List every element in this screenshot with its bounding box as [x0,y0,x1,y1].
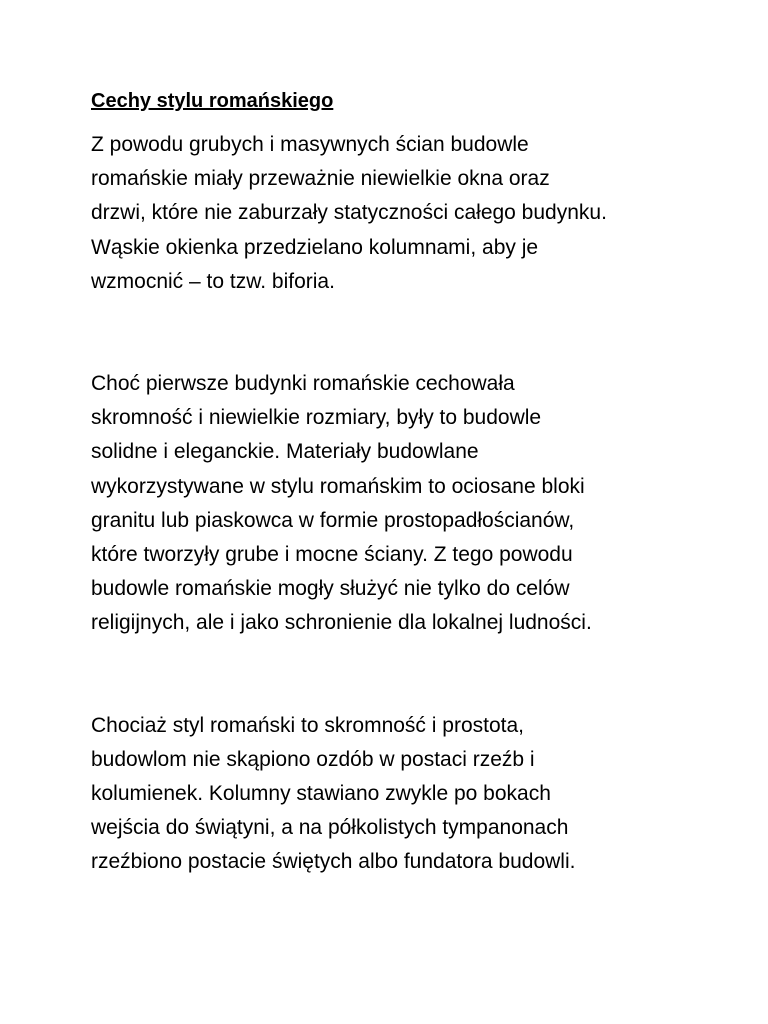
paragraph-line: romańskie miały przeważnie niewielkie okna oraz [91,167,550,191]
paragraph-line: religijnych, ale i jako schronienie dla lokalnej ludności. [91,611,592,635]
paragraph-2 [91,367,711,641]
paragraph-line: które tworzyły grube i mocne ściany. Z tego powodu [91,543,573,567]
paragraph-line: Choć pierwsze budynki romańskie cechowała [91,372,515,396]
paragraph-line: Wąskie okienka przedzielano kolumnami, aby je [91,235,539,259]
document-heading: Cechy stylu romańskiego [91,90,334,112]
paragraph-line: solidne i eleganckie. Materiały budowlane [91,440,479,464]
paragraph-line: rzeźbiono postacie świętych albo fundatora budowli. [91,850,576,874]
paragraph-line: budowle romańskie mogły służyć nie tylko do celów [91,577,570,601]
paragraph-line: wejścia do świątyni, a na półkolistych tympanonach [91,816,569,840]
paragraph-line: wzmocnić – to tzw. biforia. [91,269,335,293]
paragraph-line: drzwi, które nie zaburzały statyczności całego budynku. [91,201,607,225]
paragraph-line: wykorzystywane w stylu romańskim to ociosane bloki [91,474,585,498]
paragraph-line: Chociaż styl romański to skromność i prostota, [91,713,524,737]
paragraph-line: skromność i niewielkie rozmiary, były to budowle [91,406,542,430]
paragraph-line: kolumienek. Kolumny stawiano zwykle po bokach [91,782,551,806]
paragraph-line: Z powodu grubych i masywnych ścian budowle [91,133,529,156]
document-body [91,86,711,880]
paragraph-1 [91,128,711,299]
paragraph-line: budowlom nie skąpiono ozdób w postaci rzeźb i [91,747,535,771]
paragraph-line: granitu lub piaskowca w formie prostopadłościanów, [91,508,575,532]
paragraph-3 [91,709,711,880]
